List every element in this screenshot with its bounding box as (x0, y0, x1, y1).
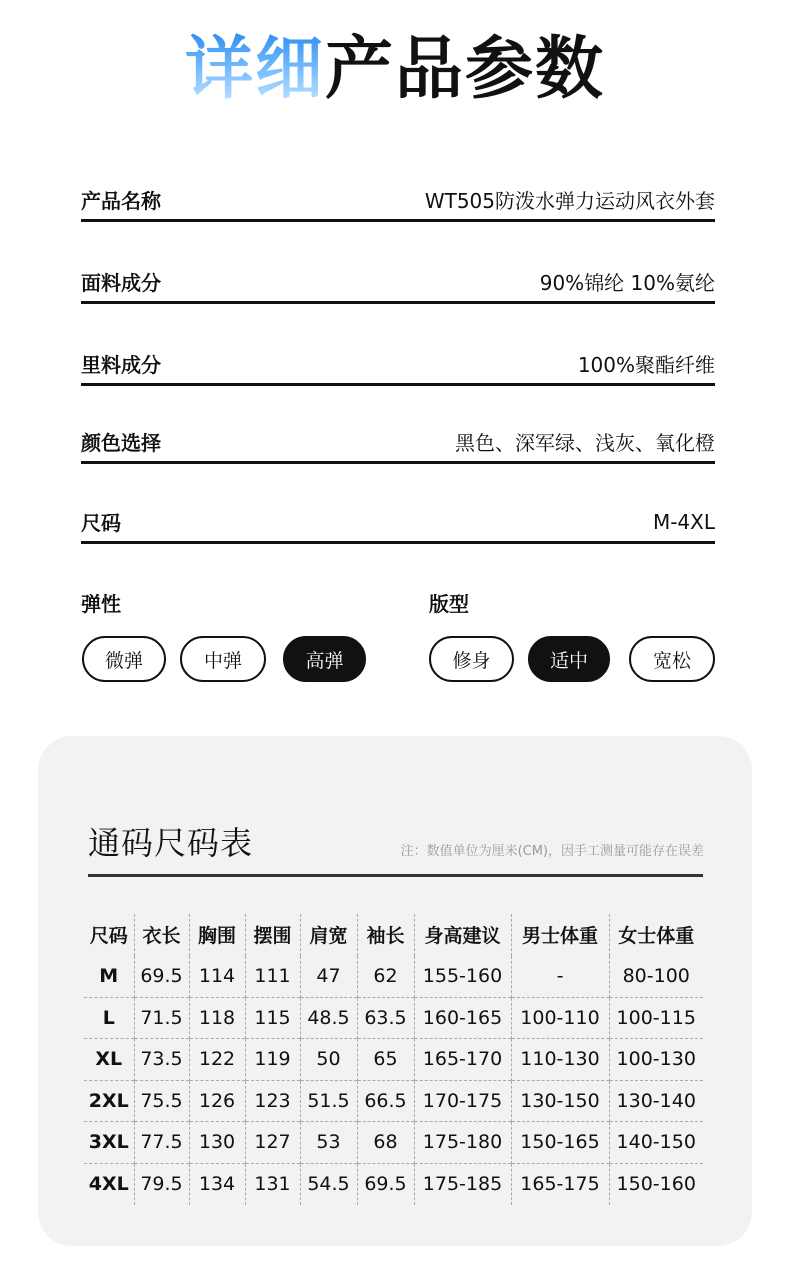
table-cell: 118 (189, 997, 245, 1039)
table-cell: 54.5 (300, 1163, 357, 1205)
table-cell: 80-100 (609, 956, 703, 998)
fit-label: 版型 (429, 592, 469, 616)
table-cell: 4XL (84, 1163, 134, 1205)
table-cell: 65 (357, 1039, 414, 1081)
elasticity-option-medium: 中弹 (180, 636, 266, 682)
size-chart-title: 通码尺码表 (88, 824, 254, 862)
table-row (84, 1080, 703, 1122)
table-cell: 53 (300, 1122, 357, 1164)
spec-label: 面料成分 (81, 271, 161, 295)
spec-label: 颜色选择 (81, 431, 161, 455)
table-cell: 165-170 (414, 1039, 511, 1081)
header-men-weight: 男士体重 (511, 914, 609, 956)
table-cell: 170-175 (414, 1080, 511, 1122)
table-cell: 131 (245, 1163, 300, 1205)
table-cell: - (511, 956, 609, 998)
table-cell: 68 (357, 1122, 414, 1164)
table-cell: 71.5 (134, 997, 189, 1039)
table-cell: 48.5 (300, 997, 357, 1039)
table-cell: 150-165 (511, 1122, 609, 1164)
table-row (84, 997, 703, 1039)
table-row (84, 1163, 703, 1205)
table-cell: 130-140 (609, 1080, 703, 1122)
spec-value: 90%锦纶 10%氨纶 (539, 271, 715, 295)
table-cell: 122 (189, 1039, 245, 1081)
spec-row-colors (81, 422, 715, 464)
header-sleeve: 袖长 (357, 914, 414, 956)
table-cell: 50 (300, 1039, 357, 1081)
table-cell: 77.5 (134, 1122, 189, 1164)
header-women-weight: 女士体重 (609, 914, 703, 956)
header-chest: 胸围 (189, 914, 245, 956)
table-cell: 130 (189, 1122, 245, 1164)
table-cell: 63.5 (357, 997, 414, 1039)
table-cell: 47 (300, 956, 357, 998)
page-title-highlight: 详细 (184, 30, 325, 109)
page-title (0, 30, 790, 110)
table-cell: 134 (189, 1163, 245, 1205)
table-cell: 110-130 (511, 1039, 609, 1081)
spec-row-lining (81, 344, 715, 386)
fit-option-regular: 适中 (528, 636, 610, 682)
table-cell: 69.5 (357, 1163, 414, 1205)
table-cell: 79.5 (134, 1163, 189, 1205)
page-title-main: 产品参数 (325, 30, 606, 109)
spec-value: 100%聚酯纤维 (577, 353, 715, 377)
spec-label: 里料成分 (81, 353, 161, 377)
table-cell: 160-165 (414, 997, 511, 1039)
spec-label: 尺码 (81, 511, 121, 535)
table-cell: 175-185 (414, 1163, 511, 1205)
table-cell: 66.5 (357, 1080, 414, 1122)
table-cell: 100-110 (511, 997, 609, 1039)
table-cell: 111 (245, 956, 300, 998)
size-table (84, 914, 703, 1205)
table-cell: 123 (245, 1080, 300, 1122)
table-cell: 3XL (84, 1122, 134, 1164)
elasticity-label: 弹性 (81, 592, 121, 616)
size-chart-divider (88, 874, 703, 877)
elasticity-option-high: 高弹 (283, 636, 366, 682)
table-cell: 69.5 (134, 956, 189, 998)
header-length: 衣长 (134, 914, 189, 956)
table-cell: M (99, 965, 119, 987)
table-cell: 126 (189, 1080, 245, 1122)
table-cell: 155-160 (414, 956, 511, 998)
header-shoulder: 肩宽 (300, 914, 357, 956)
table-cell: 127 (245, 1122, 300, 1164)
header-size: 尺码 (89, 925, 128, 948)
spec-value: M-4XL (652, 509, 715, 534)
header-height: 身高建议 (414, 914, 511, 956)
table-cell: 2XL (84, 1080, 134, 1122)
table-row (84, 1039, 703, 1081)
table-cell: 140-150 (609, 1122, 703, 1164)
table-cell: 119 (245, 1039, 300, 1081)
table-cell: 175-180 (414, 1122, 511, 1164)
table-cell: 114 (189, 956, 245, 998)
table-cell: 150-160 (609, 1163, 703, 1205)
spec-row-fabric (81, 262, 715, 304)
spec-label: 产品名称 (81, 189, 161, 213)
spec-row-product-name (81, 180, 715, 222)
fit-option-slim: 修身 (429, 636, 514, 682)
table-cell: 75.5 (134, 1080, 189, 1122)
spec-value: 黑色、深军绿、浅灰、氧化橙 (455, 431, 715, 455)
table-cell: 73.5 (134, 1039, 189, 1081)
table-cell: XL (84, 1039, 134, 1081)
header-hem: 摆围 (245, 914, 300, 956)
table-cell: 51.5 (300, 1080, 357, 1122)
spec-value: WT505防泼水弹力运动风衣外套 (424, 189, 715, 213)
size-chart-note: 注：数值单位为厘米(CM)，因手工测量可能存在误差 (400, 844, 704, 859)
table-cell: 62 (357, 956, 414, 998)
table-cell: L (84, 997, 134, 1039)
table-cell: 115 (245, 997, 300, 1039)
table-cell: 130-150 (511, 1080, 609, 1122)
table-cell: 165-175 (511, 1163, 609, 1205)
table-cell: 100-130 (609, 1039, 703, 1081)
table-row (84, 956, 703, 998)
fit-option-loose: 宽松 (629, 636, 715, 682)
spec-row-sizes (81, 502, 715, 544)
table-cell: 100-115 (609, 997, 703, 1039)
elasticity-option-slight: 微弹 (82, 636, 166, 682)
size-table-header (84, 914, 703, 956)
table-row (84, 1122, 703, 1164)
